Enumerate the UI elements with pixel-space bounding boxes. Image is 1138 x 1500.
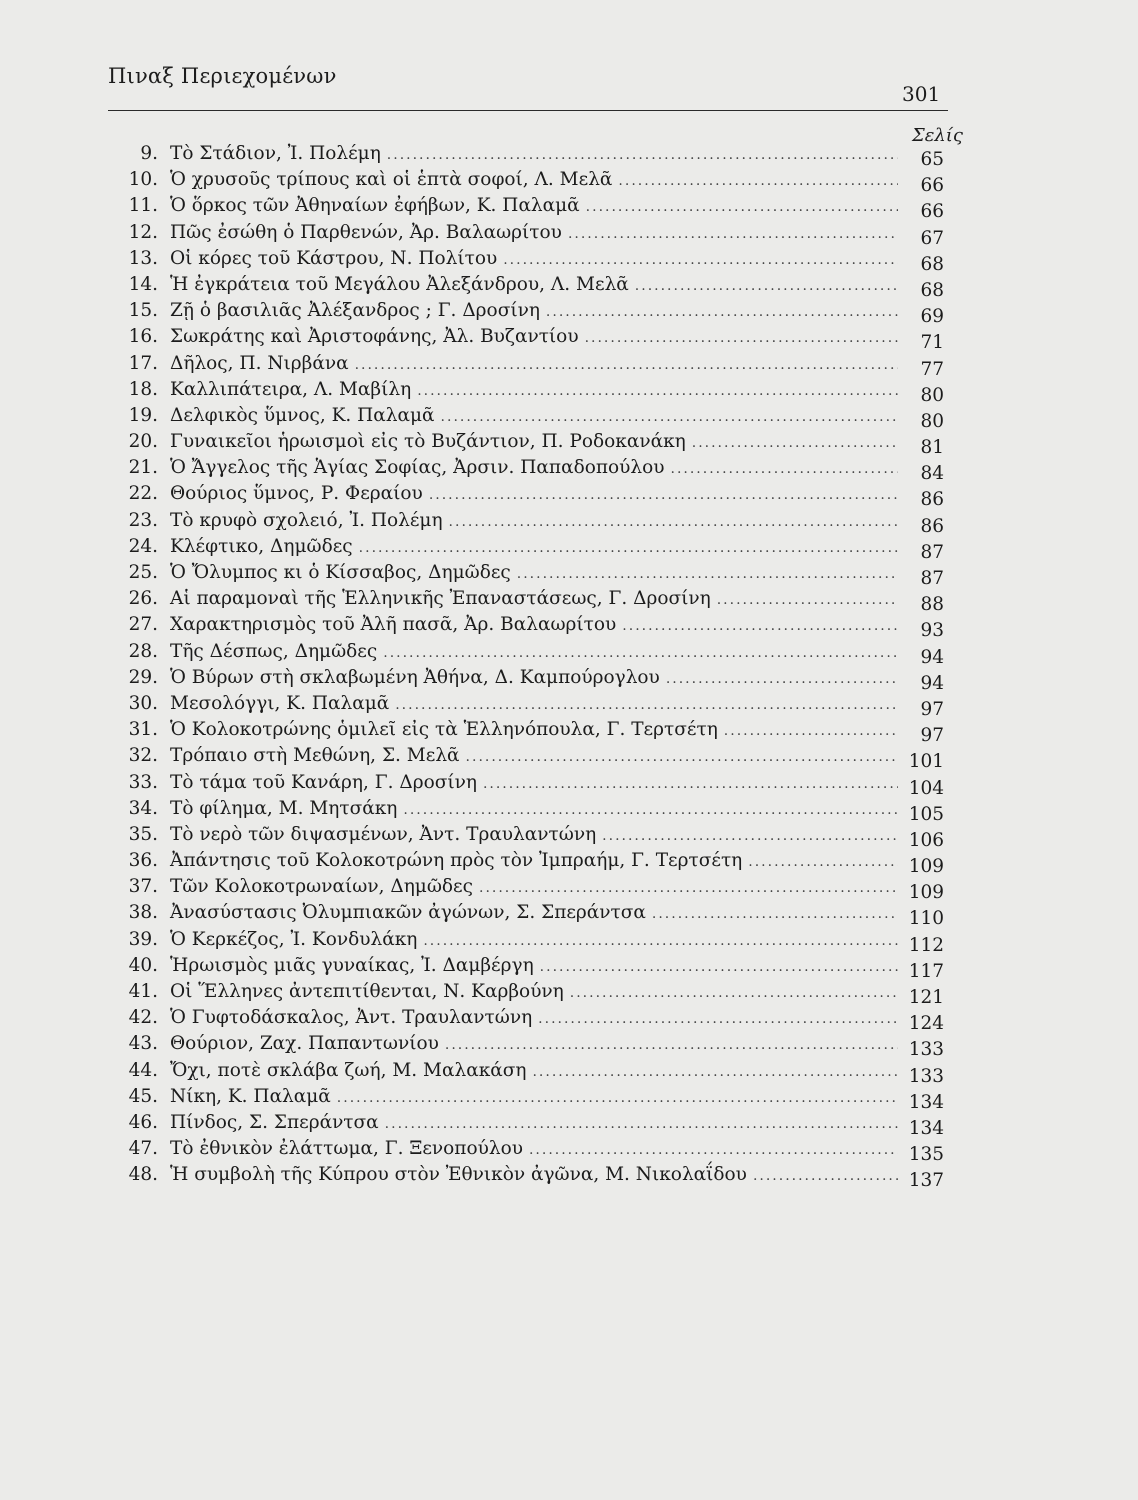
toc-entry bbox=[104, 536, 944, 562]
toc-entry-page: 97 bbox=[920, 698, 944, 720]
toc-entry bbox=[104, 483, 944, 509]
toc-entry-title: Τὸ νερὸ τῶν διψασμένων, Ἀντ. Τραυλαντώνη bbox=[170, 823, 597, 845]
toc-entry-page: 109 bbox=[908, 882, 944, 904]
dot-leader bbox=[517, 566, 898, 582]
toc-entry-number: 26. bbox=[128, 588, 158, 610]
toc-entry-page: 68 bbox=[920, 279, 944, 301]
toc-entry-title: Τῆς Δέσπως, Δημῶδες bbox=[170, 640, 378, 662]
toc-entry-title: Ὁ Κολοκοτρώνης ὁμιλεῖ εἰς τὰ Ἑλληνόπουλα, Γ. Τερτσέτη bbox=[170, 719, 718, 741]
toc-entry-title: Τρόπαιο στὴ Μεθώνη, Σ. Μελᾶ bbox=[170, 745, 460, 767]
toc-entry-page: 137 bbox=[908, 1170, 944, 1192]
toc-entry-page: 93 bbox=[920, 620, 944, 642]
toc-entry-page: 66 bbox=[920, 201, 944, 223]
toc-entry bbox=[104, 326, 944, 352]
toc-entry-page: 66 bbox=[920, 175, 944, 197]
toc-entry-page: 68 bbox=[920, 253, 944, 275]
dot-leader bbox=[652, 906, 898, 922]
toc-entry-number: 21. bbox=[128, 457, 158, 479]
toc-entry-title: Κλέφτικο, Δημῶδες bbox=[170, 535, 353, 557]
dot-leader bbox=[724, 723, 898, 739]
toc-entry bbox=[104, 693, 944, 719]
toc-entry bbox=[104, 1086, 944, 1112]
dot-leader bbox=[692, 435, 898, 451]
toc-entry-number: 33. bbox=[128, 771, 158, 793]
toc-entry bbox=[104, 876, 944, 902]
toc-entry-page: 87 bbox=[920, 568, 944, 589]
toc-entry bbox=[104, 614, 944, 640]
toc-entry bbox=[104, 1112, 944, 1138]
toc-entry-page: 88 bbox=[920, 594, 944, 616]
toc-entry-page: 65 bbox=[920, 149, 944, 170]
toc-entry bbox=[104, 772, 944, 798]
toc-entry-title: Ὁ Ὄλυμπος κι ὁ Κίσσαβος, Δημῶδες bbox=[170, 562, 511, 583]
dot-leader bbox=[602, 828, 898, 844]
dot-leader bbox=[503, 252, 898, 268]
toc-entry bbox=[104, 353, 944, 379]
dot-leader bbox=[540, 959, 898, 975]
toc-entry-number: 37. bbox=[128, 876, 158, 898]
toc-entry bbox=[104, 588, 944, 614]
toc-entry-number: 14. bbox=[128, 273, 158, 295]
toc-entry-title: Ὁ ὅρκος τῶν Ἀθηναίων ἐφήβων, Κ. Παλαμᾶ bbox=[170, 195, 580, 217]
toc-entry-page: 117 bbox=[908, 960, 944, 982]
toc-entry bbox=[104, 902, 944, 928]
toc-entry-page: 104 bbox=[908, 777, 944, 799]
dot-leader bbox=[538, 1011, 898, 1027]
toc-entry-number: 10. bbox=[128, 169, 158, 191]
toc-entry-title: Ὄχι, ποτὲ σκλάβα ζωή, Μ. Μαλακάση bbox=[170, 1059, 527, 1081]
toc-entry-number: 30. bbox=[128, 692, 158, 714]
toc-entry bbox=[104, 641, 944, 667]
toc-entry bbox=[104, 929, 944, 955]
toc-entry-page: 101 bbox=[908, 751, 944, 773]
toc-entry-page: 80 bbox=[920, 410, 944, 432]
dot-leader bbox=[586, 199, 898, 215]
toc-entry-page: 94 bbox=[920, 672, 944, 694]
toc-entry bbox=[104, 955, 944, 981]
toc-entry-number: 9. bbox=[140, 143, 158, 164]
toc-entry-title: Ἀνασύστασις Ὀλυμπιακῶν ἀγώνων, Σ. Σπεράντσα bbox=[170, 902, 646, 924]
toc-entry-number: 16. bbox=[128, 326, 158, 348]
toc-entry bbox=[104, 562, 944, 588]
toc-entry bbox=[104, 1007, 944, 1033]
dot-leader bbox=[748, 854, 898, 870]
toc-entry bbox=[104, 143, 944, 169]
dot-leader bbox=[622, 618, 898, 634]
toc-entry-title: Ὁ χρυσοῦς τρίπους καὶ οἱ ἑπτὰ σοφοί, Λ. Μελᾶ bbox=[170, 169, 613, 191]
toc-entry bbox=[104, 1138, 944, 1164]
toc-entry bbox=[104, 169, 944, 195]
toc-entry-number: 42. bbox=[128, 1007, 158, 1029]
toc-entry-page: 80 bbox=[920, 384, 944, 406]
toc-entry-title: Οἱ Ἕλληνες ἀντεπιτίθενται, Ν. Καρβούνη bbox=[170, 981, 564, 1002]
toc-entry-title: Τὸ φίλημα, Μ. Μητσάκη bbox=[170, 797, 398, 819]
dot-leader bbox=[529, 1142, 898, 1158]
toc-entry bbox=[104, 510, 944, 536]
toc-entry-number: 47. bbox=[128, 1138, 158, 1160]
toc-entry bbox=[104, 248, 944, 274]
toc-entry-title: Γυναικεῖοι ἡρωισμοὶ εἰς τὸ Βυζάντιον, Π. Ροδοκανάκη bbox=[170, 431, 686, 453]
toc-entry-title: Θούριος ὕμνος, Ρ. Φεραίου bbox=[170, 483, 423, 505]
toc-entry-number: 44. bbox=[128, 1059, 158, 1081]
dot-leader bbox=[355, 357, 898, 373]
toc-entry-page: 67 bbox=[920, 227, 944, 249]
toc-entry bbox=[104, 667, 944, 693]
toc-entry-title: Τῶν Κολοκοτρωναίων, Δημῶδες bbox=[170, 876, 473, 898]
toc-entry-number: 18. bbox=[128, 378, 158, 400]
toc-entry bbox=[104, 222, 944, 248]
toc-entry-title: Ἡ συμβολὴ τῆς Κύπρου στὸν Ἐθνικὸν ἀγῶνα, Μ. Νικολαΐδου bbox=[170, 1164, 747, 1186]
toc-entry bbox=[104, 274, 944, 300]
dot-leader bbox=[635, 278, 898, 294]
toc-entry-title: Θούριον, Ζαχ. Παπαντωνίου bbox=[170, 1033, 439, 1055]
dot-leader bbox=[666, 671, 898, 687]
toc-entry-page: 105 bbox=[908, 803, 944, 825]
dot-leader bbox=[403, 802, 898, 818]
dot-leader bbox=[417, 383, 898, 399]
toc-entry-title: Οἱ κόρες τοῦ Κάστρου, Ν. Πολίτου bbox=[170, 247, 498, 269]
table-of-contents bbox=[104, 143, 944, 1191]
dot-leader bbox=[385, 1116, 898, 1132]
toc-entry-page: 109 bbox=[908, 856, 944, 878]
toc-entry-title: Ἡ ἐγκράτεια τοῦ Μεγάλου Ἀλεξάνδρου, Λ. Μελᾶ bbox=[170, 273, 629, 295]
dot-leader bbox=[618, 173, 898, 189]
toc-entry-page: 124 bbox=[908, 1013, 944, 1035]
toc-entry-page: 84 bbox=[920, 463, 944, 485]
dot-leader bbox=[441, 409, 898, 425]
toc-entry-number: 31. bbox=[128, 719, 158, 741]
dot-leader bbox=[671, 461, 899, 477]
dot-leader bbox=[383, 645, 898, 661]
toc-entry-number: 40. bbox=[128, 954, 158, 976]
toc-entry-number: 39. bbox=[128, 928, 158, 950]
toc-entry-title: Ὁ Βύρων στὴ σκλαβωμένη Ἀθήνα, Δ. Καμπούρογλου bbox=[170, 666, 660, 688]
toc-entry-title: Νίκη, Κ. Παλαμᾶ bbox=[170, 1085, 331, 1107]
toc-entry-page: 86 bbox=[920, 515, 944, 537]
toc-entry-page: 133 bbox=[908, 1039, 944, 1061]
dot-leader bbox=[717, 592, 898, 608]
toc-entry-title: Δῆλος, Π. Νιρβάνα bbox=[170, 352, 349, 374]
toc-entry-number: 32. bbox=[128, 745, 158, 767]
toc-entry bbox=[104, 379, 944, 405]
toc-entry-number: 12. bbox=[128, 221, 158, 243]
header-divider bbox=[108, 110, 948, 111]
toc-entry-number: 28. bbox=[128, 640, 158, 662]
toc-entry bbox=[104, 824, 944, 850]
toc-entry-number: 38. bbox=[128, 902, 158, 924]
toc-entry-title: Τὸ Στάδιον, Ἰ. Πολέμη bbox=[170, 143, 381, 164]
page-number: 301 bbox=[902, 82, 941, 106]
toc-entry-page: 77 bbox=[920, 358, 944, 380]
toc-entry bbox=[104, 431, 944, 457]
toc-entry-number: 22. bbox=[128, 483, 158, 505]
toc-entry-title: Ἡρωισμὸς μιᾶς γυναίκας, Ἰ. Δαμβέργη bbox=[170, 954, 534, 976]
toc-entry-number: 11. bbox=[128, 195, 158, 217]
dot-leader bbox=[753, 1168, 898, 1184]
dot-leader bbox=[466, 749, 898, 765]
toc-entry-number: 19. bbox=[128, 404, 158, 426]
toc-entry-title: Μεσολόγγι, Κ. Παλαμᾶ bbox=[170, 692, 390, 714]
dot-leader bbox=[483, 776, 898, 792]
running-header-title: Πιναξ Περιεχομένων bbox=[108, 64, 337, 88]
toc-entry bbox=[104, 457, 944, 483]
toc-entry bbox=[104, 745, 944, 771]
dot-leader bbox=[568, 226, 898, 242]
dot-leader bbox=[387, 147, 898, 163]
toc-entry-page: 133 bbox=[908, 1065, 944, 1087]
toc-entry bbox=[104, 195, 944, 221]
toc-entry-number: 35. bbox=[128, 823, 158, 845]
toc-entry-page: 86 bbox=[920, 489, 944, 511]
toc-entry-title: Καλλιπάτειρα, Λ. Μαβίλη bbox=[170, 378, 412, 400]
toc-entry-number: 34. bbox=[128, 797, 158, 819]
toc-entry-number: 23. bbox=[128, 509, 158, 531]
dot-leader bbox=[532, 1064, 898, 1080]
toc-entry-number: 48. bbox=[128, 1164, 158, 1186]
toc-entry-number: 43. bbox=[128, 1033, 158, 1055]
toc-entry-number: 20. bbox=[128, 431, 158, 453]
dot-leader bbox=[479, 880, 898, 896]
dot-leader bbox=[337, 1090, 898, 1106]
dot-leader bbox=[395, 697, 898, 713]
toc-entry-page: 106 bbox=[908, 829, 944, 851]
toc-entry-number: 36. bbox=[128, 850, 158, 872]
dot-leader bbox=[445, 1037, 898, 1053]
toc-entry-page: 135 bbox=[908, 1144, 944, 1166]
toc-entry-page: 71 bbox=[920, 332, 944, 354]
toc-entry-number: 29. bbox=[128, 666, 158, 688]
toc-entry bbox=[104, 798, 944, 824]
toc-entry-title: Ὁ Κερκέζος, Ἰ. Κονδυλάκη bbox=[170, 928, 418, 950]
toc-entry-number: 27. bbox=[128, 614, 158, 636]
toc-entry-title: Ὁ Ἄγγελος τῆς Ἁγίας Σοφίας, Ἀρσιν. Παπαδοπούλου bbox=[170, 457, 665, 479]
toc-entry-title: Τὸ τάμα τοῦ Κανάρη, Γ. Δροσίνη bbox=[170, 771, 477, 793]
page-column-label: Σελίς bbox=[912, 125, 963, 146]
dot-leader bbox=[570, 985, 898, 1001]
toc-entry-title: Σωκράτης καὶ Ἀριστοφάνης, Ἀλ. Βυζαντίου bbox=[170, 326, 579, 348]
toc-entry-number: 24. bbox=[128, 535, 158, 557]
toc-entry-title: Πῶς ἐσώθη ὁ Παρθενών, Ἀρ. Βαλαωρίτου bbox=[170, 221, 562, 243]
dot-leader bbox=[423, 933, 898, 949]
toc-entry-number: 45. bbox=[128, 1085, 158, 1107]
toc-entry-number: 17. bbox=[128, 352, 158, 374]
toc-entry-number: 13. bbox=[128, 247, 158, 269]
toc-entry-title: Αἱ παραμοναὶ τῆς Ἑλληνικῆς Ἐπαναστάσεως, Γ. Δροσίνη bbox=[170, 588, 711, 610]
toc-entry bbox=[104, 405, 944, 431]
toc-entry-number: 41. bbox=[128, 981, 158, 1002]
toc-entry bbox=[104, 981, 944, 1007]
toc-entry-title: Ὁ Γυφτοδάσκαλος, Ἀντ. Τραυλαντώνη bbox=[170, 1007, 533, 1029]
toc-entry bbox=[104, 850, 944, 876]
dot-leader bbox=[359, 540, 898, 556]
toc-entry-title: Ζῇ ὁ βασιλιᾶς Ἀλέξανδρος ; Γ. Δροσίνη bbox=[170, 300, 540, 322]
dot-leader bbox=[429, 487, 898, 503]
toc-entry-page: 69 bbox=[920, 306, 944, 328]
toc-entry-page: 81 bbox=[920, 437, 944, 459]
toc-entry bbox=[104, 300, 944, 326]
toc-entry bbox=[104, 1033, 944, 1059]
toc-entry-title: Πίνδος, Σ. Σπεράντσα bbox=[170, 1111, 379, 1133]
toc-entry bbox=[104, 1164, 944, 1190]
toc-entry bbox=[104, 719, 944, 745]
toc-entry-page: 134 bbox=[908, 1117, 944, 1139]
toc-entry-title: Δελφικὸς ὕμνος, Κ. Παλαμᾶ bbox=[170, 404, 435, 426]
toc-entry-page: 87 bbox=[920, 541, 944, 563]
toc-entry-title: Τὸ ἐθνικὸν ἐλάττωμα, Γ. Ξενοπούλου bbox=[170, 1138, 523, 1160]
dot-leader bbox=[546, 304, 898, 320]
toc-entry-title: Ἀπάντησις τοῦ Κολοκοτρώνη πρὸς τὸν Ἰμπραήμ, Γ. Τερτσέτη bbox=[170, 850, 743, 872]
dot-leader bbox=[585, 330, 898, 346]
toc-entry-page: 121 bbox=[908, 987, 944, 1008]
toc-entry-page: 94 bbox=[920, 646, 944, 668]
toc-entry-page: 97 bbox=[920, 725, 944, 747]
toc-entry bbox=[104, 1060, 944, 1086]
toc-entry-number: 46. bbox=[128, 1111, 158, 1133]
dot-leader bbox=[449, 514, 898, 530]
toc-entry-page: 134 bbox=[908, 1091, 944, 1113]
toc-entry-number: 15. bbox=[128, 300, 158, 322]
toc-entry-number: 25. bbox=[128, 562, 158, 583]
toc-entry-page: 110 bbox=[908, 908, 944, 930]
toc-entry-title: Χαρακτηρισμὸς τοῦ Ἀλῆ πασᾶ, Ἀρ. Βαλαωρίτου bbox=[170, 614, 617, 636]
toc-entry-title: Τὸ κρυφὸ σχολειό, Ἰ. Πολέμη bbox=[170, 509, 443, 531]
toc-entry-page: 112 bbox=[908, 934, 944, 956]
